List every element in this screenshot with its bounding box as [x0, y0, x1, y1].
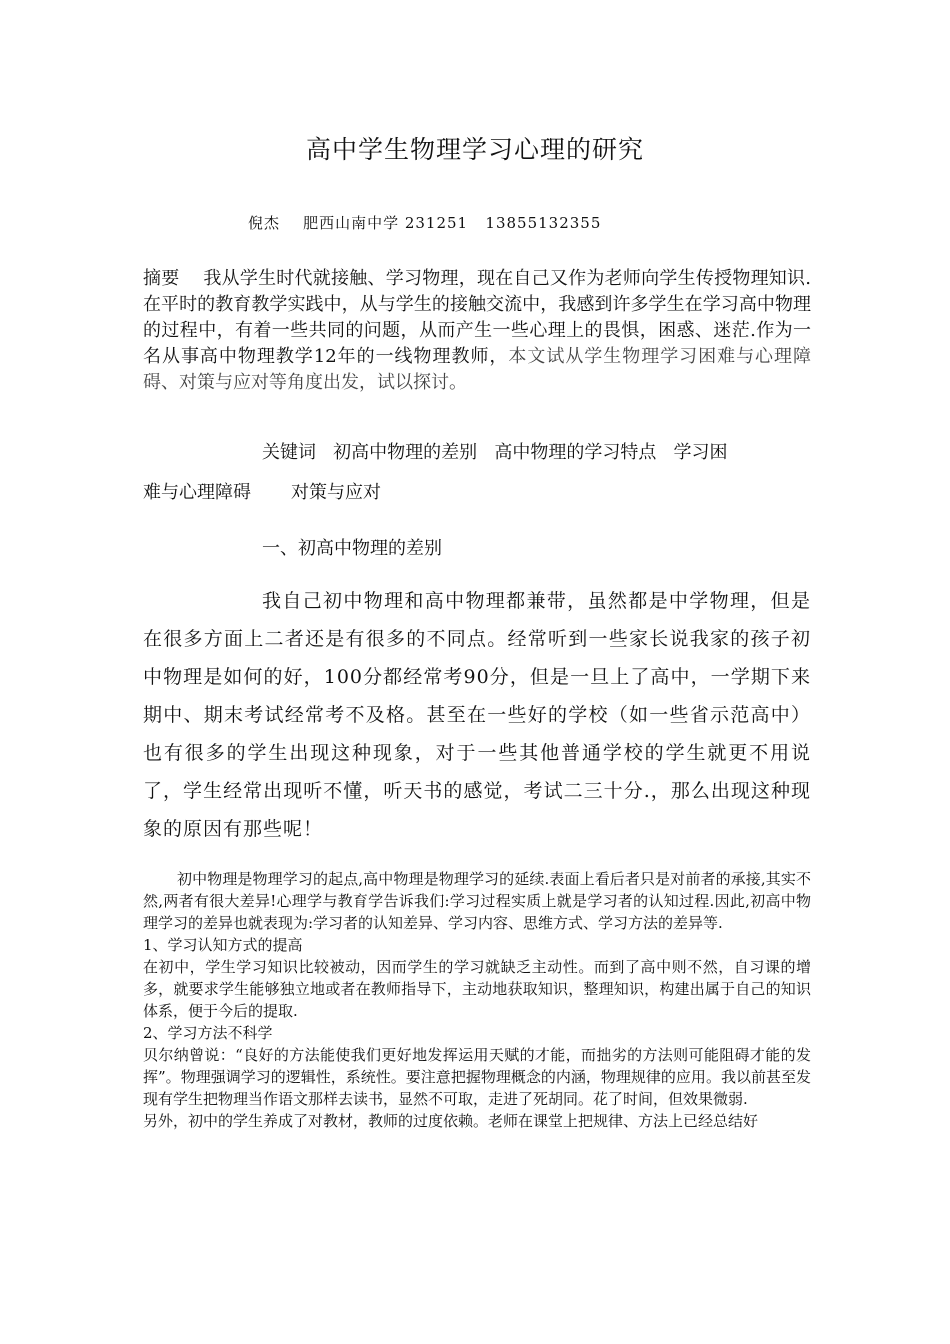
subheading-2: 2、学习方法不科学 [143, 1024, 273, 1042]
body-intro: 初中物理是物理学习的起点,高中物理是物理学习的延续.表面上看后者只是对前者的承接,其实不然,两者有很大差异!心理学与教育学告诉我们:学习过程实质上就是学习者的认知过程.因此,初高中物理学习的差异也就表现为:学习者的认知差异、学习内容、思维方式、学习方法的差异等. [143, 870, 811, 932]
page-title: 高中学生物理学习心理的研究 [305, 135, 644, 164]
author-line: 倪杰 肥西山南中学 231251 13855132355 [248, 214, 602, 232]
section-paragraph [143, 582, 811, 848]
keywords-line-1: 关键词 初高中物理的差别 高中物理的学习特点 学习困 [262, 442, 728, 463]
abstract-label: 摘要 [143, 268, 180, 289]
body-paragraph-2: 贝尔纳曾说：“良好的方法能使我们更好地发挥运用天赋的才能，而拙劣的方法则可能阻碍才能的发挥”。物理强调学习的逻辑性，系统性。要注意把握物理概念的内涵，物理规律的应用。我以前甚至发现有学生把物理当作语文那样去读书，显然不可取，走进了死胡同。花了时间，但效果微弱. [143, 1046, 811, 1108]
section-heading: 一、初高中物理的差别 [262, 538, 442, 559]
abstract-text-tail: 本文试从学生物理学习困难与心理障碍、对策与应对等角度出发，试以探讨。 [143, 346, 812, 393]
abstract-text: 我从学生时代就接触、学习物理，现在自己又作为老师向学生传授物理知识. 在平时的教育教学实践中，从与学生的接触交流中，我感到许多学生在学习高中物理的过程中，有着一些共同的问题，从而产生一些心理上的畏惧，困惑、迷茫.作为一名从事高中物理教学12年的一线物理教师， [143, 268, 812, 367]
body-paragraph-1: 在初中，学生学习知识比较被动，因而学生的学习就缺乏主动性。而到了高中则不然，自习课的增多，就要求学生能够独立地或者在教师指导下，主动地获取知识，整理知识，构建出属于自己的知识体系，便于今后的提取. [143, 958, 811, 1020]
keywords-line-2: 难与心理障碍 对策与应对 [143, 482, 382, 503]
section-paragraph-text: 我自己初中物理和高中物理都兼带，虽然都是中学物理，但是在很多方面上二者还是有很多的不同点。经常听到一些家长说我家的孩子初中物理是如何的好，100分都经常考90分，但是一旦上了高中，一学期下来期中、期末考试经常考不及格。甚至在一些好的学校（如一些省示范高中）也有很多的学生出现这种现象，对于一些其他普通学校的学生就更不用说了，学生经常出现听不懂，听天书的感觉，考试二三十分.，那么出现这种现象的原因有那些呢！ [143, 590, 811, 840]
body-paragraph-3: 另外，初中的学生养成了对教材，教师的过度依赖。老师在课堂上把规律、方法上已经总结好 [143, 1112, 759, 1130]
body-text [143, 868, 811, 1132]
subheading-1: 1、学习认知方式的提高 [143, 936, 303, 954]
abstract [143, 266, 811, 396]
